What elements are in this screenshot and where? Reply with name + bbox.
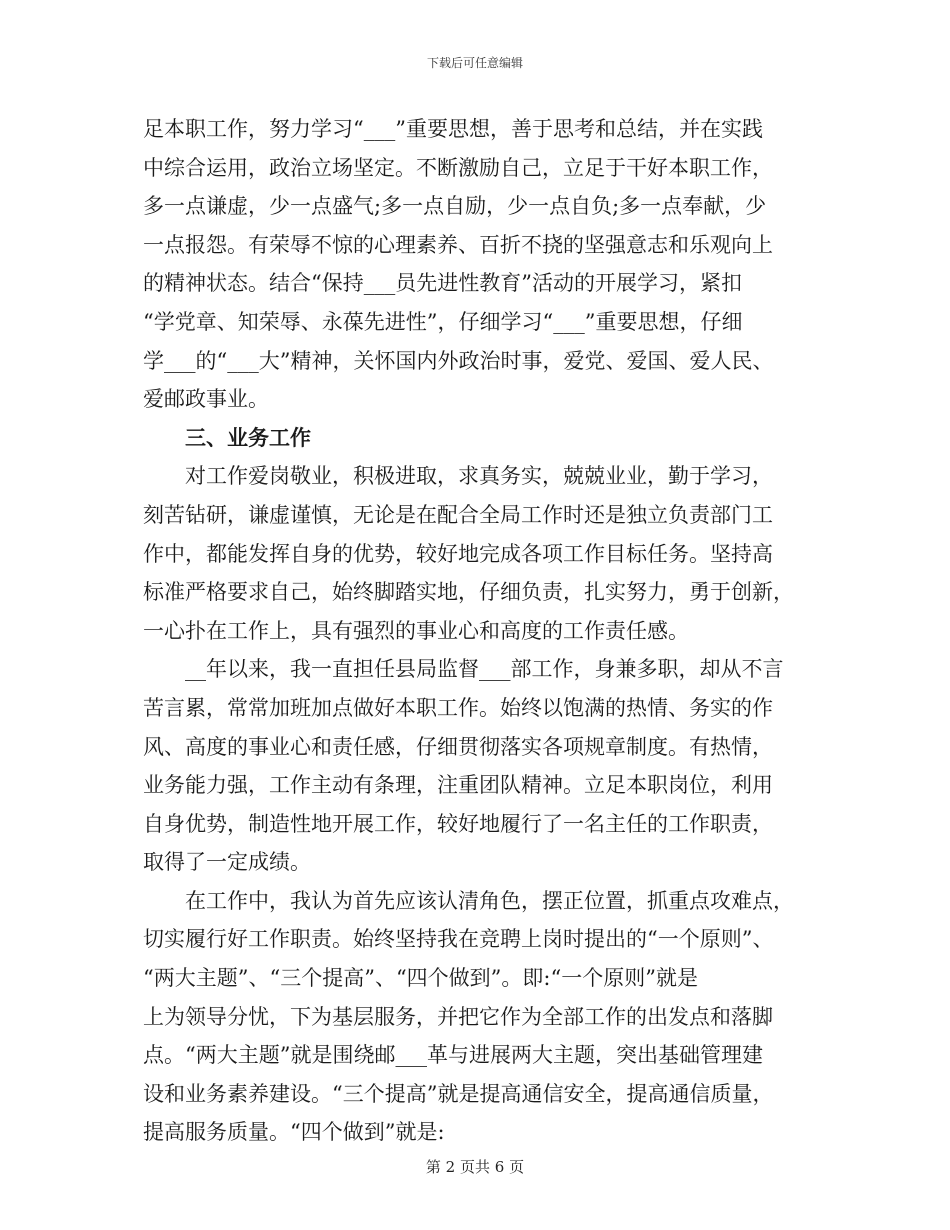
text-line: 标准严格要求自己，始终脚踏实地，仔细负责，扎实努力，勇于创新， — [143, 580, 794, 605]
text-line: 上为领导分忧，下为基层服务，并把它作为全部工作的出发点和落脚 — [143, 1004, 773, 1029]
text-line: 自身优势，制造性地开展工作，较好地履行了一名主任的工作职责， — [143, 811, 773, 836]
page-header: 下载后可任意编辑 — [426, 56, 523, 70]
text-line: “学党章、知荣辱、永葆先进性”，仔细学习“___”重要思想，仔细 — [143, 309, 743, 334]
text-line: 业务能力强，工作主动有条理，注重团队精神。立足本职岗位，利用 — [143, 773, 773, 798]
text-line: 学___的“___大”精神，关怀国内外政治时事，爱党、爱国、爱人民、 — [143, 348, 774, 373]
text-line: 作中，都能发挥自身的优势，较好地完成各项工作目标任务。坚持高 — [143, 541, 773, 566]
text-line: __年以来，我一直担任县局监督___部工作，身兼多职，却从不言 — [185, 657, 784, 682]
text-line: 点。“两大主题”就是围绕邮___革与进展两大主题，突出基础管理建 — [143, 1043, 763, 1068]
text-line: 切实履行好工作职责。始终坚持我在竞聘上岗时提出的“一个原则”、 — [143, 927, 774, 952]
text-line: 刻苦钻研，谦虚谨慎，无论是在配合全局工作时还是独立负责部门工 — [143, 502, 773, 527]
document-body — [143, 110, 810, 1152]
text-line: 风、高度的事业心和责任感，仔细贯彻落实各项规章制度。有热情， — [143, 734, 773, 759]
text-line: 的精神状态。结合“保持___员先进性教育”活动的开展学习，紧扣 — [143, 271, 742, 296]
text-line: 苦言累，常常加班加点做好本职工作。始终以饱满的热情、务实的作 — [143, 695, 773, 720]
text-line: 一点报怨。有荣辱不惊的心理素养、百折不挠的坚强意志和乐观向上 — [143, 232, 773, 257]
section-heading: 三、业务工作 — [185, 424, 311, 450]
text-line: 中综合运用，政治立场坚定。不断激励自己，立足于干好本职工作， — [143, 155, 773, 180]
page-footer: 第 2 页共 6 页 — [425, 1158, 525, 1176]
text-line: 对工作爱岗敬业，积极进取，求真务实，兢兢业业，勤于学习， — [185, 464, 773, 489]
text-line: 多一点谦虚，少一点盛气;多一点自励，少一点自负;多一点奉献，少 — [143, 194, 767, 219]
text-line: 提高服务质量。“四个做到”就是: — [143, 1120, 445, 1145]
text-line: 取得了一定成绩。 — [143, 850, 311, 875]
text-line: 足本职工作，努力学习“___”重要思想，善于思考和总结，并在实践 — [143, 117, 763, 141]
text-line: 设和业务素养建设。“三个提高”就是提高通信安全，提高通信质量， — [143, 1081, 774, 1106]
text-line: 在工作中，我认为首先应该认清角色，摆正位置，抓重点攻难点， — [185, 888, 794, 913]
text-line: 一心扑在工作上，具有强烈的事业心和高度的工作责任感。 — [143, 618, 689, 643]
text-line: “两大主题”、“三个提高”、“四个做到”。即:“一个原则”就是 — [143, 966, 698, 991]
text-line: 爱邮政事业。 — [143, 387, 269, 412]
